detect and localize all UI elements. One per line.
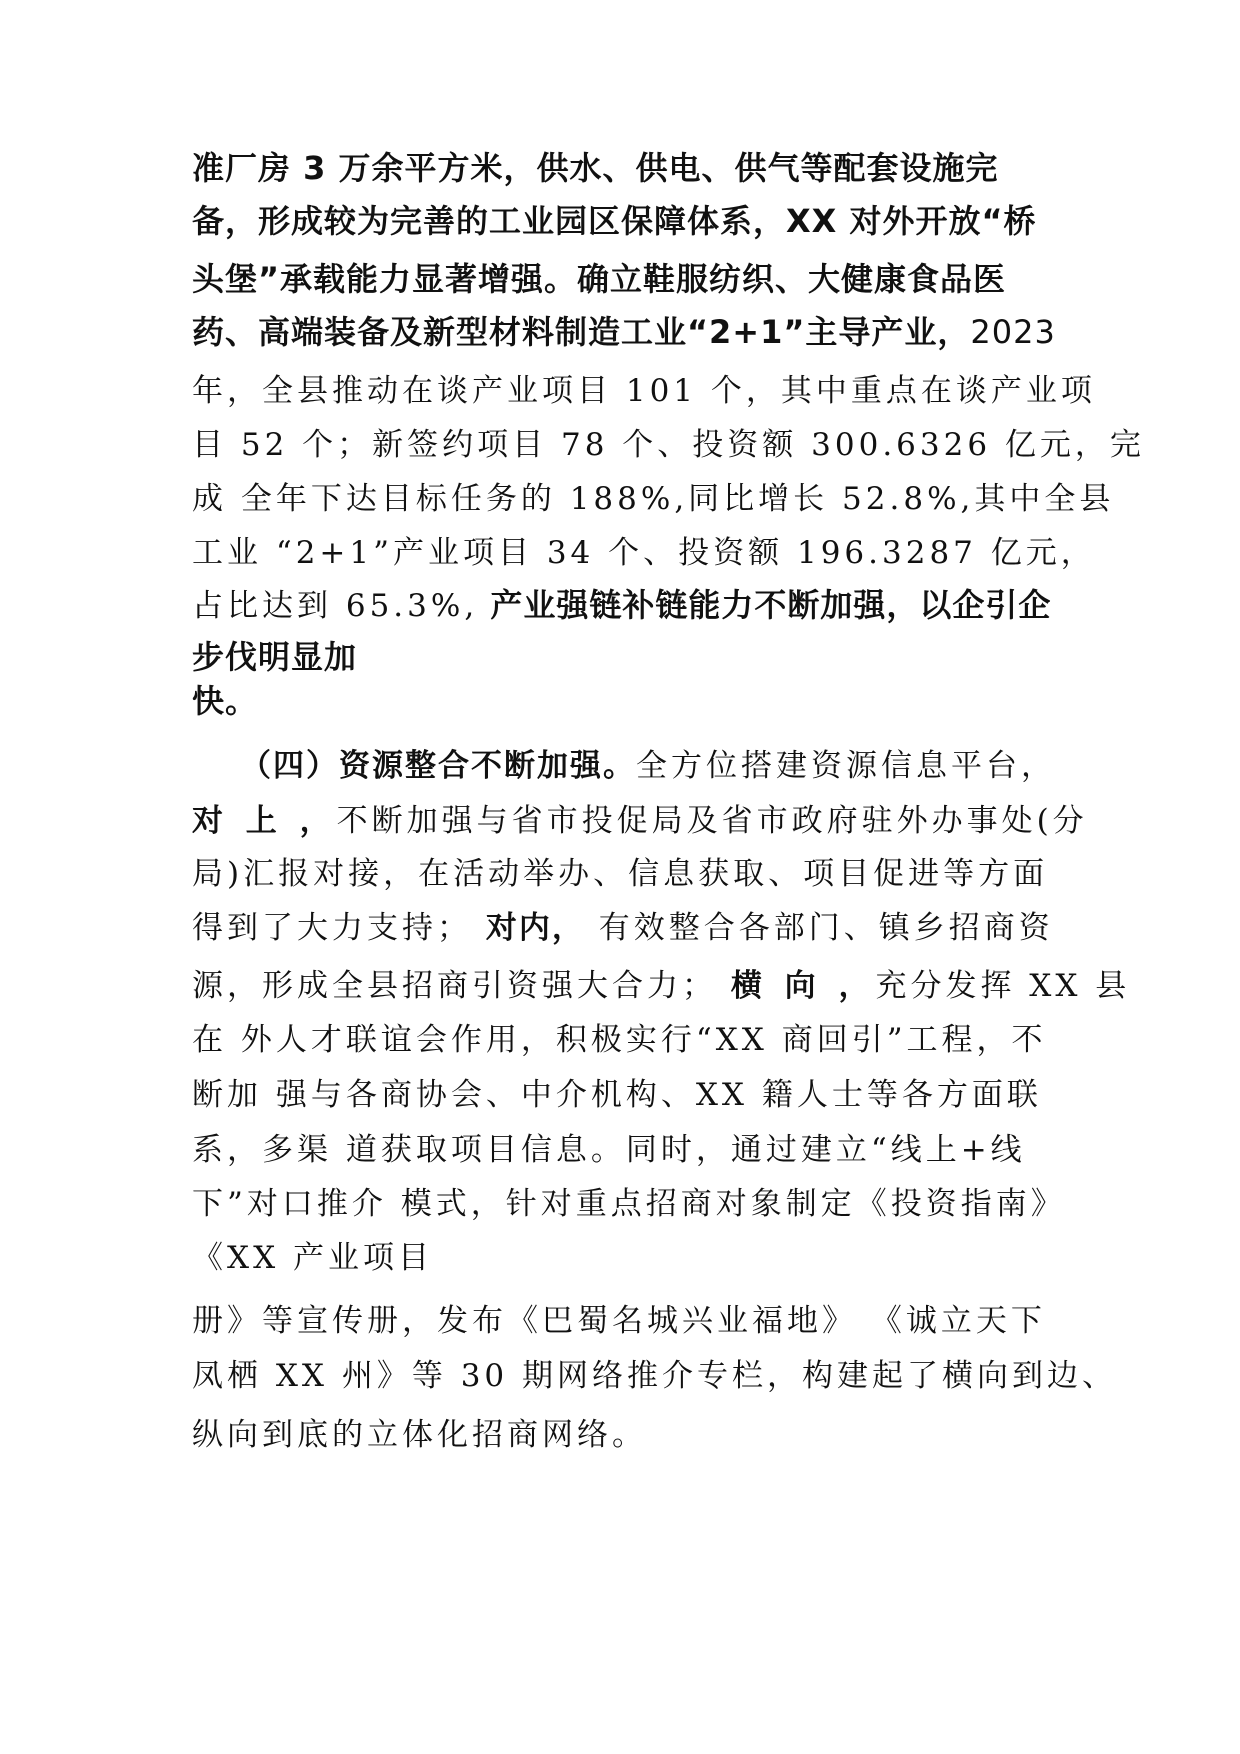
text-line [192,1124,1026,1169]
text-segment: 产业强链补链能力不断加强，以企引企 [478,586,1052,624]
text-segment: 准厂房 3 万余平方米，供水、供电、供气等配套设施完 [192,149,999,187]
text-segment: 备，形成较为完善的工业园区保障体系，XX 对外开放“桥 [192,202,1037,240]
text-segment: 局)汇报对接，在活动举办、信息获取、项目促进等方面 [192,856,1049,892]
section-heading: （四）资源整合不断加强。 [240,748,636,784]
text-line [192,580,1051,626]
text-line [192,1178,1066,1223]
text-segment: 工业 “2+1”产业项目 34 个、投资额 196.3287 亿元， [192,535,1096,571]
text-line [192,419,1145,464]
text-line [192,1295,1046,1340]
text-line [192,527,1096,572]
text-segment: 全方位搭建资源信息平台， [636,748,1056,784]
text-line [192,307,1056,353]
text-segment: 目 52 个；新签约项目 78 个、投资额 300.6326 亿元，完 [192,427,1145,463]
text-segment: 不断加强与省市投促局及省市政府驻外办事处(分 [336,803,1088,839]
text-segment: 凤栖 XX 州》等 30 期网络推介专栏，构建起了横向到边、 [192,1358,1117,1394]
text-line [192,632,357,678]
text-line [192,254,1006,300]
text-line [192,143,999,189]
keyword-horizontal: 横 向 ， [730,968,876,1004]
text-segment: 年，全县推动在谈产业项目 101 个，其中重点在谈产业项 [192,373,1096,409]
text-segment: 药、高端装备及新型材料制造工业“2+1”主导产业， [192,313,971,351]
text-segment: 纵向到底的立体化招商网络。 [192,1417,647,1453]
text-segment: 成 全年下达目标任务的 188%,同比增长 52.8%,其中全县 [192,481,1115,517]
text-segment: 头堡”承载能力显著增强。确立鞋服纺织、大健康食品医 [192,260,1007,298]
text-segment: 《XX 产业项目 [192,1240,433,1276]
section-heading-line [240,740,1056,785]
text-segment: 源，形成全县招商引资强大合力； [192,968,731,1004]
text-line [192,1409,647,1454]
text-line [192,902,1054,947]
text-segment: 系，多渠 道获取项目信息。同时，通过建立“线上+线 [192,1132,1026,1168]
text-segment: 册》等宣传册，发布《巴蜀名城兴业福地》 《诚立天下 [192,1303,1046,1339]
text-line [192,1350,1117,1395]
text-line [192,848,1048,893]
text-line [192,676,258,722]
text-segment: 充分发挥 XX 县 [875,968,1131,1004]
text-segment: 占比达到 65.3%, [192,588,479,624]
text-segment: 断加 强与各商协会、中介机构、XX 籍人士等各方面联 [192,1077,1042,1113]
text-segment: 在 外人才联谊会作用，积极实行“XX 商回引”工程，不 [192,1022,1047,1058]
text-line [192,795,1088,840]
text-line [192,1014,1047,1059]
text-line [192,1232,433,1277]
text-line [192,960,1130,1005]
keyword-upward: 对 上 ， [192,803,337,839]
text-segment: 2023 [970,313,1056,351]
text-segment: 有效整合各部门、镇乡招商资 [584,910,1054,946]
text-segment: 步伐明显加 [192,638,358,676]
text-line [192,196,1037,242]
text-line [192,1069,1042,1114]
text-segment: 快。 [192,682,259,720]
text-segment: 下”对口推介 模式，针对重点招商对象制定《投资指南》 [192,1186,1066,1222]
text-line [192,365,1096,410]
text-segment: 得到了大力支持； [192,910,486,946]
text-line [192,473,1114,518]
keyword-internal: 对内， [485,910,585,946]
